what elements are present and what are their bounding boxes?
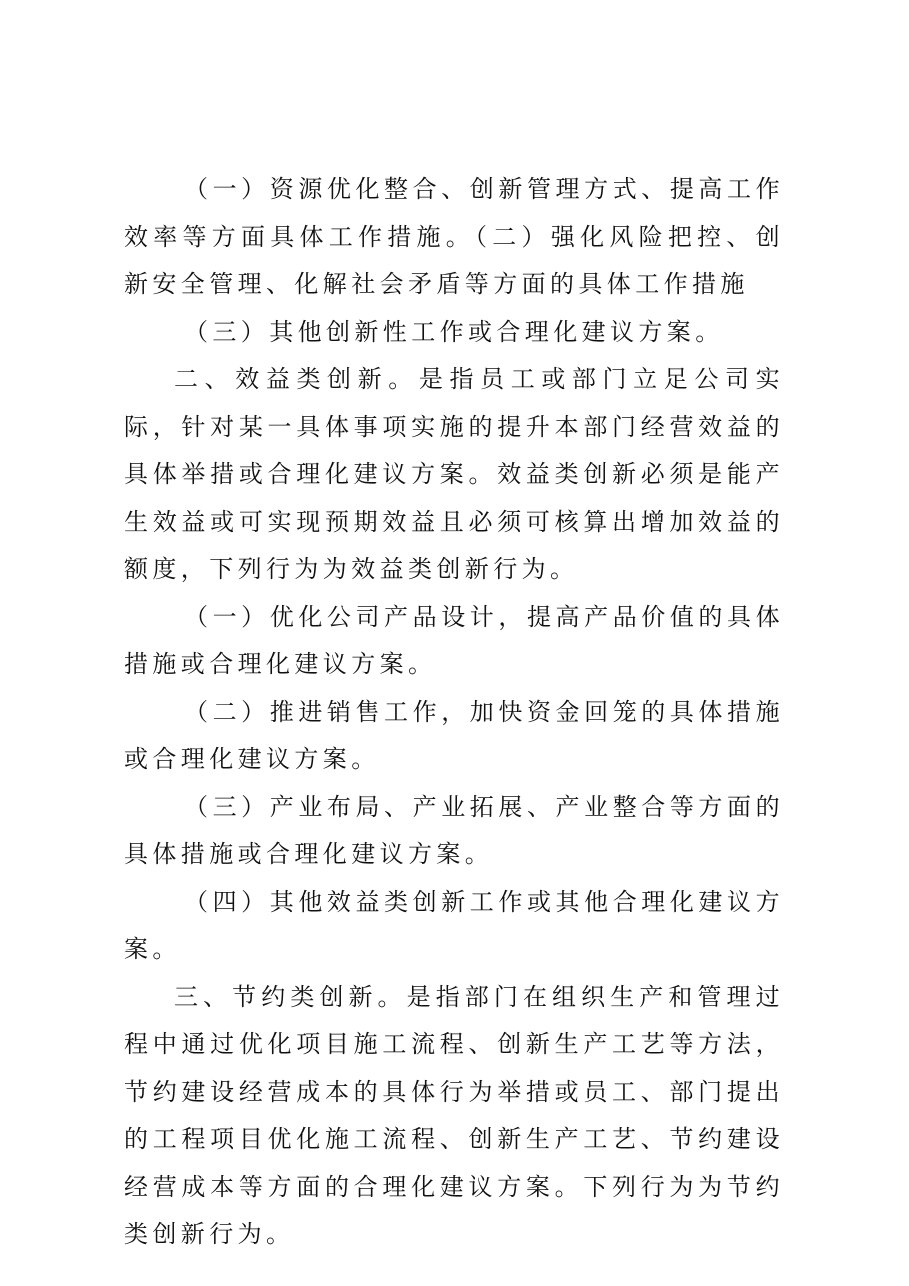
paragraph-measures-1-2: （一）资源优化整合、创新管理方式、提高工作效率等方面具体工作措施。（二）强化风险把控、创新安全管理、化解社会矛盾等方面的具体工作措施 <box>124 175 784 298</box>
paragraph-benefit-innovation: 二、效益类创新。是指员工或部门立足公司实际，针对某一具体事项实施的提升本部门经营效益的具体举措或合理化建议方案。效益类创新必须是能产生效益或可实现预期效益且必须可核算出增加效益的额度，下列行为为效益类创新行为。 <box>124 365 784 583</box>
paragraph-benefit-item-1: （一）优化公司产品设计，提高产品价值的具体措施或合理化建议方案。 <box>124 602 784 678</box>
paragraph-measures-3: （三）其他创新性工作或合理化建议方案。 <box>184 317 724 346</box>
document-body <box>124 166 784 1259</box>
paragraph-benefit-item-4: （四）其他效益类创新工作或其他合理化建议方案。 <box>124 887 784 963</box>
paragraph-benefit-item-3: （三）产业布局、产业拓展、产业整合等方面的具体措施或合理化建议方案。 <box>124 792 784 868</box>
paragraph-benefit-item-2: （二）推进销售工作，加快资金回笼的具体措施或合理化建议方案。 <box>124 697 784 773</box>
paragraph-saving-innovation: 三、节约类创新。是指部门在组织生产和管理过程中通过优化项目施工流程、创新生产工艺等方法，节约建设经营成本的具体行为举措或员工、部门提出的工程项目优化施工流程、创新生产工艺、节约建设经营成本等方面的合理化建议方案。下列行为为节约类创新行为。 <box>124 982 784 1248</box>
